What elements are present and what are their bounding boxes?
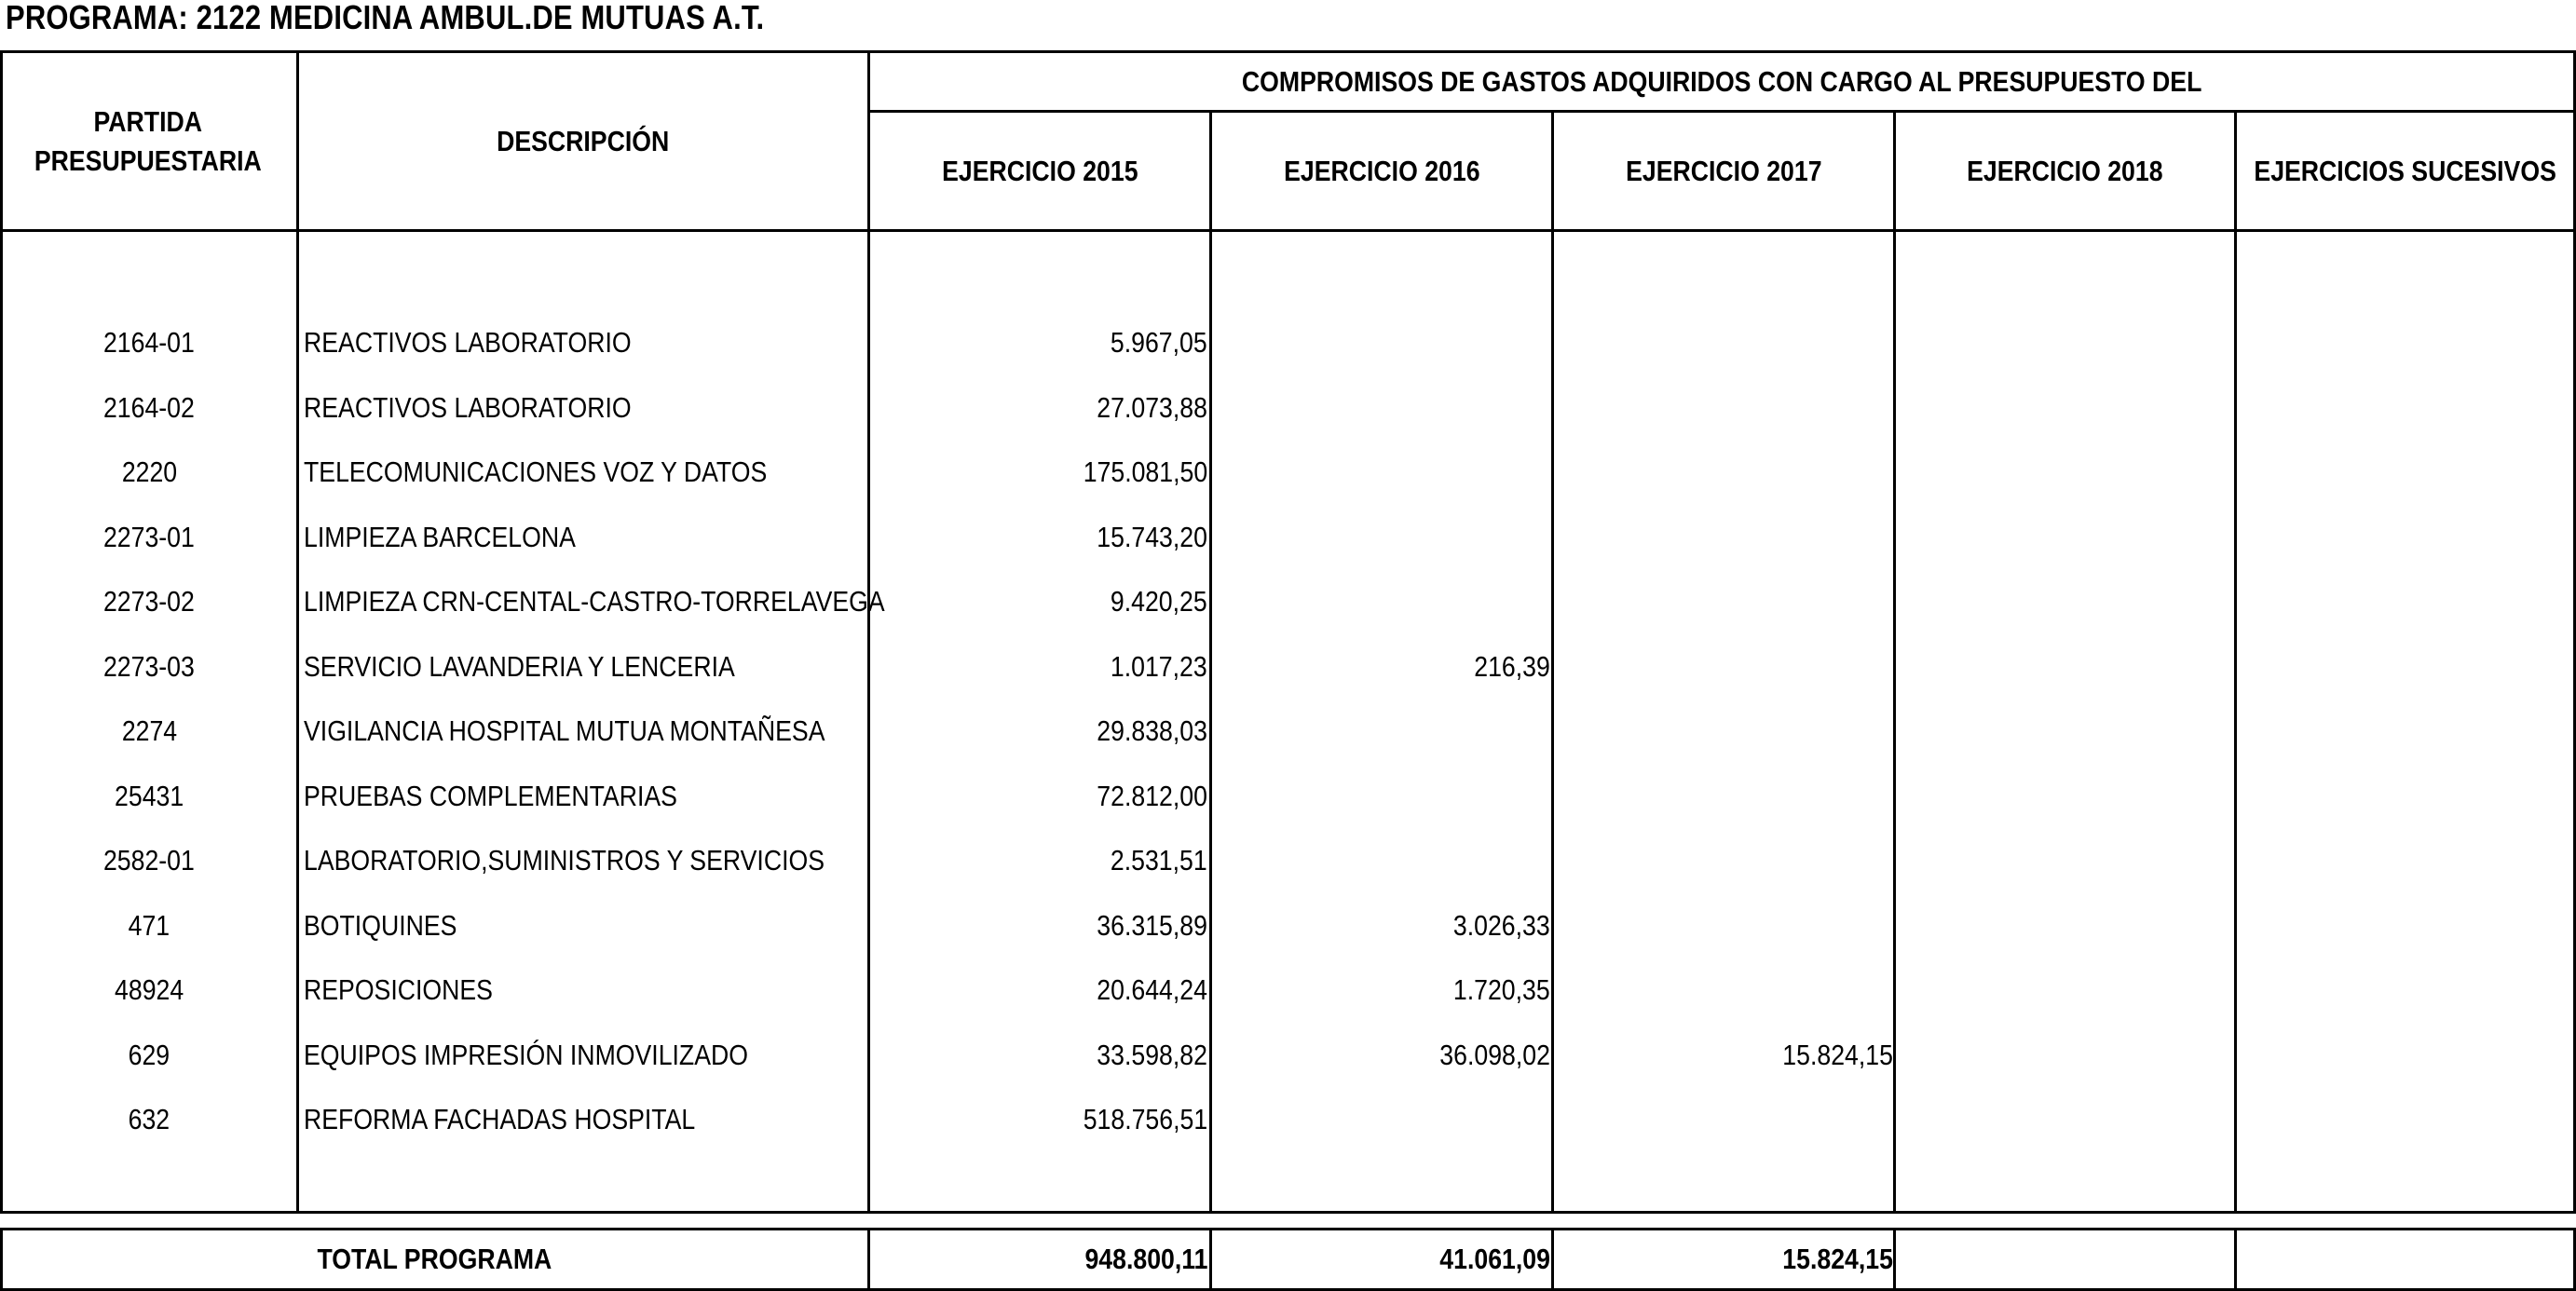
header-partida-line2: PRESUPUESTARIA [34,143,262,177]
row-ejercicio-2017 [1556,634,1893,700]
row-descripcion: LIMPIEZA BARCELONA [304,520,576,553]
row-ejercicios-sucesivos [2240,958,2571,1023]
row-descripcion: SERVICIO LAVANDERIA Y LENCERIA [304,649,735,683]
row-descripcion: VIGILANCIA HOSPITAL MUTUA MONTAÑESA [304,714,825,747]
row-partida: 2273-03 [103,649,195,683]
row-partida: 2274 [121,714,177,747]
row-partida: 25431 [114,779,184,812]
row-ejercicios-sucesivos [2240,699,2571,764]
row-ejercicio-2018 [1897,310,2234,375]
header-partida [0,53,296,229]
row-descripcion: PRUEBAS COMPLEMENTARIAS [304,779,677,812]
header-ejercicio-2016: EJERCICIO 2016 [1283,154,1480,187]
header-ejercicio-2015: EJERCICIO 2015 [941,154,1138,187]
row-descripcion: REPOSICIONES [304,973,493,1006]
table-row [0,505,2576,570]
table-row [0,440,2576,505]
row-ejercicio-2016 [1213,699,1550,764]
row-descripcion: REFORMA FACHADAS HOSPITAL [304,1103,696,1135]
row-ejercicio-2017 [1556,893,1893,958]
row-ejercicio-2015: 2.531,51 [1111,844,1207,877]
total-row [0,1228,2576,1291]
row-ejercicios-sucesivos [2240,893,2571,958]
table-row [0,569,2576,634]
table-row [0,828,2576,893]
row-ejercicio-2017 [1556,375,1893,441]
row-ejercicio-2017 [1556,958,1893,1023]
total-ejercicio-2018 [1897,1228,2234,1291]
total-ejercicio-2015: 948.800,11 [1084,1243,1207,1275]
row-ejercicio-2018 [1897,958,2234,1023]
header-descripcion: DESCRIPCIÓN [497,124,670,157]
row-partida: 2582-01 [103,844,195,877]
row-partida: 2164-01 [103,326,195,359]
row-ejercicio-2018 [1897,634,2234,700]
row-ejercicio-2016: 36.098,02 [1439,1038,1550,1071]
row-partida: 471 [128,908,170,942]
header-ejercicios-sucesivos: EJERCICIOS SUCESIVOS [2254,154,2556,187]
table-row [0,634,2576,700]
row-ejercicios-sucesivos [2240,634,2571,700]
row-ejercicio-2017 [1556,1087,1893,1152]
page-title: PROGRAMA: 2122 MEDICINA AMBUL.DE MUTUAS A.T. [6,0,765,36]
row-ejercicio-2015: 1.017,23 [1111,649,1207,683]
row-descripcion: LABORATORIO,SUMINISTROS Y SERVICIOS [304,844,825,877]
row-partida: 629 [128,1038,170,1071]
row-ejercicio-2016 [1213,569,1550,634]
row-ejercicio-2017 [1556,764,1893,829]
row-ejercicio-2016 [1213,1087,1550,1152]
row-ejercicio-2018 [1897,764,2234,829]
total-ejercicios-sucesivos [2240,1228,2571,1291]
header-bottom-divider [0,229,2576,232]
total-ejercicio-2017: 15.824,15 [1782,1243,1893,1275]
row-ejercicio-2016 [1213,310,1550,375]
row-ejercicios-sucesivos [2240,505,2571,570]
row-ejercicio-2015: 27.073,88 [1097,390,1207,424]
total-ejercicio-2016: 41.061,09 [1439,1243,1550,1275]
row-ejercicio-2017 [1556,505,1893,570]
row-ejercicios-sucesivos [2240,1087,2571,1152]
total-label: TOTAL PROGRAMA [317,1243,552,1275]
header-ejercicio-2017: EJERCICIO 2017 [1625,154,1822,187]
row-ejercicios-sucesivos [2240,569,2571,634]
row-ejercicio-2017 [1556,310,1893,375]
table-row [0,764,2576,829]
row-ejercicio-2017 [1556,699,1893,764]
row-ejercicio-2015: 15.743,20 [1097,520,1207,553]
row-ejercicio-2016 [1213,375,1550,441]
table-row [0,893,2576,958]
row-ejercicio-2018 [1897,699,2234,764]
row-ejercicio-2016 [1213,828,1550,893]
header-group-compromisos: COMPROMISOS DE GASTOS ADQUIRIDOS CON CARGO AL PRESUPUESTO DEL [1241,64,2202,98]
row-ejercicio-2018 [1897,569,2234,634]
row-ejercicio-2018 [1897,505,2234,570]
row-ejercicio-2017 [1556,569,1893,634]
table-row [0,958,2576,1023]
table-row [0,1023,2576,1088]
row-ejercicio-2018 [1897,440,2234,505]
header-ejercicio-2018: EJERCICIO 2018 [1967,154,2163,187]
table-row [0,699,2576,764]
row-ejercicio-2018 [1897,1023,2234,1088]
row-ejercicio-2015: 36.315,89 [1097,908,1207,942]
table-row [0,310,2576,375]
row-descripcion: REACTIVOS LABORATORIO [304,326,632,359]
row-ejercicios-sucesivos [2240,440,2571,505]
row-descripcion: LIMPIEZA CRN-CENTAL-CASTRO-TORRELAVEGA [304,585,885,618]
row-ejercicio-2017 [1556,828,1893,893]
row-descripcion: TELECOMUNICACIONES VOZ Y DATOS [304,455,768,488]
row-ejercicios-sucesivos [2240,828,2571,893]
row-ejercicio-2016 [1213,764,1550,829]
row-ejercicio-2015: 33.598,82 [1097,1038,1207,1071]
row-descripcion: BOTIQUINES [304,908,457,942]
header-partida-line1: PARTIDA [93,104,203,138]
row-ejercicio-2018 [1897,828,2234,893]
row-partida: 2273-02 [103,585,195,618]
row-ejercicio-2015: 518.756,51 [1083,1103,1207,1135]
row-ejercicio-2016 [1213,440,1550,505]
row-ejercicio-2015: 9.420,25 [1111,585,1207,618]
row-ejercicio-2015: 5.967,05 [1111,326,1207,359]
row-ejercicios-sucesivos [2240,764,2571,829]
row-ejercicio-2015: 29.838,03 [1097,714,1207,747]
row-ejercicio-2016: 216,39 [1474,649,1550,683]
row-ejercicio-2015: 72.812,00 [1097,779,1207,812]
row-descripcion: EQUIPOS IMPRESIÓN INMOVILIZADO [304,1038,748,1071]
table-row [0,375,2576,441]
row-partida: 2273-01 [103,520,195,553]
table-row [0,1087,2576,1152]
row-partida: 2220 [121,455,177,488]
row-ejercicio-2015: 175.081,50 [1083,455,1207,488]
row-partida: 2164-02 [103,390,195,424]
row-descripcion: REACTIVOS LABORATORIO [304,390,632,424]
row-ejercicios-sucesivos [2240,310,2571,375]
row-ejercicios-sucesivos [2240,375,2571,441]
row-ejercicio-2018 [1897,375,2234,441]
row-ejercicio-2015: 20.644,24 [1097,973,1207,1006]
row-partida: 632 [128,1103,170,1135]
row-ejercicio-2017 [1556,440,1893,505]
row-ejercicio-2016 [1213,505,1550,570]
row-ejercicio-2016: 1.720,35 [1453,973,1550,1006]
row-ejercicio-2017: 15.824,15 [1782,1038,1893,1071]
row-ejercicios-sucesivos [2240,1023,2571,1088]
row-ejercicio-2018 [1897,893,2234,958]
row-ejercicio-2018 [1897,1087,2234,1152]
row-partida: 48924 [114,973,184,1006]
row-ejercicio-2016: 3.026,33 [1453,908,1550,942]
